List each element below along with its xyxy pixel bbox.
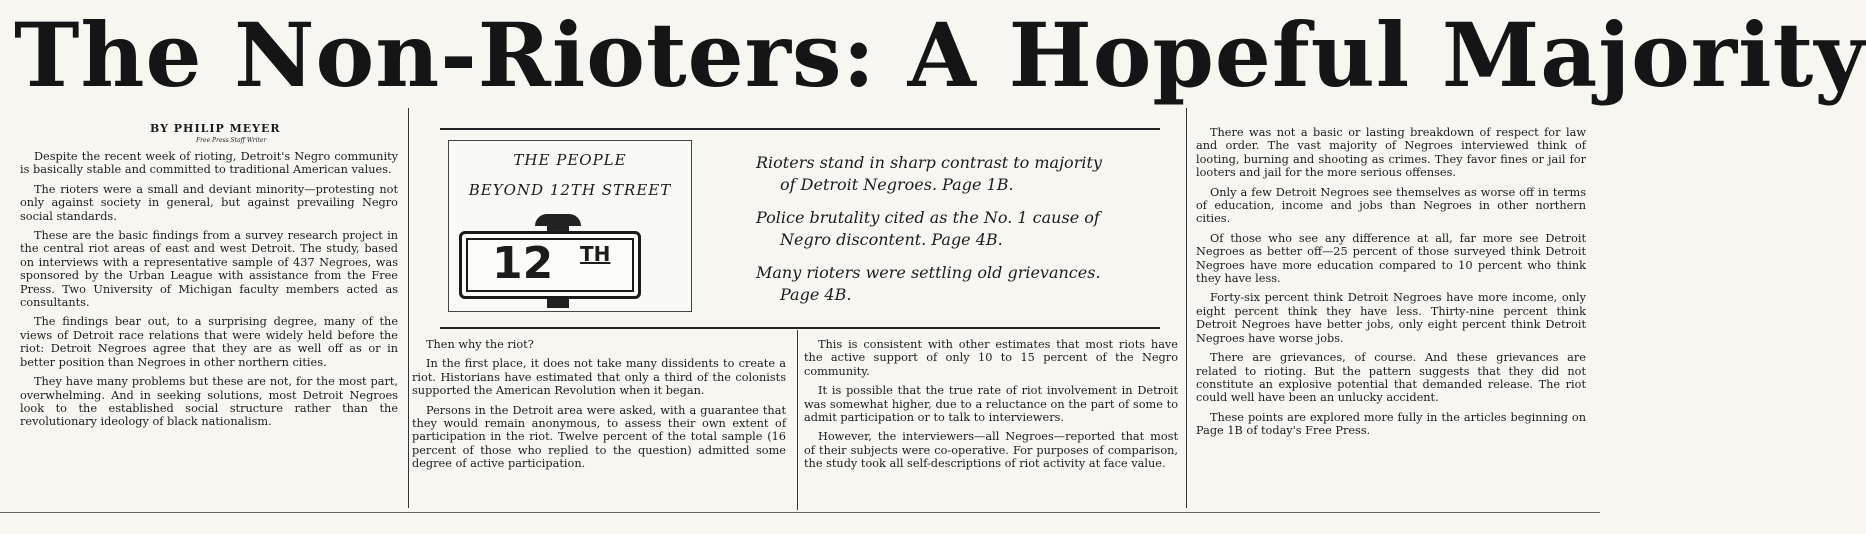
col1-paragraph: The findings bear out, to a surprising degree, many of the views of Detroit race relations that were widely held before the riot: Detroit Negroes agree that they are as well off as or in better position than Negroes in other northern cities. [20, 315, 398, 369]
col2-paragraph: Persons in the Detroit area were asked, with a guarantee that they would remain anonymous, to assess their own extent of participation in the riot. Twelve percent of the total sample (16 percent of those who replied to the question) admitted some degree of active participation. [412, 403, 786, 471]
col3-paragraph: It is possible that the true rate of riot involvement in Detroit was somewhat higher, due to a reluctance on the part of some to admit participation or to talk to interviewers. [804, 384, 1178, 425]
col4-paragraph: Of those who see any difference at all, far more see Detroit Negroes as better off—25 percent of those surveyed think Detroit Negroes have more education compared to 10 percent who think they have less. [1196, 231, 1586, 286]
column-rule-1 [408, 108, 409, 508]
col3-paragraph: This is consistent with other estimates that most riots have the active support of only 10 to 15 percent of the Negro community. [804, 338, 1178, 378]
col2-paragraph: In the first place, it does not take many dissidents to create a riot. Historians have estimated that only a third of the colonists supported the American Revolution when it began. [412, 357, 786, 398]
col1-paragraph: They have many problems but these are not, for the most part, overwhelming. And in seeking solutions, most Detroit Negroes look to the established social structure rather than the revolutionary ideology of black nationalism. [20, 375, 398, 429]
col4-paragraph: These points are explored more fully in the articles beginning on Page 1B of today's Free Press. [1196, 410, 1586, 438]
col2-paragraph: Then why the riot? [426, 338, 534, 351]
col4-paragraph: Forty-six percent think Detroit Negroes have more income, only eight percent think they have less. Thirty-nine percent think Detroit Negroes have better jobs, only eight percent think Detroit Negroes have worse jobs. [1196, 291, 1586, 345]
column-rule-3 [1186, 108, 1187, 508]
page-bottom-rule [0, 512, 1600, 513]
teaser-2-line1: Police brutality cited as the No. 1 cause of [756, 208, 1100, 227]
column-3 [804, 338, 1178, 477]
column-1 [20, 150, 398, 435]
col3-paragraph: However, the interviewers—all Negroes—reported that most of their subjects were co-operative. For purposes of comparison, the study took all self-descriptions of riot activity at face value. [804, 430, 1178, 471]
byline-credit: Free Press Staff Writer [196, 137, 267, 144]
teaser-3 [756, 262, 1101, 306]
teaser-3-line2: Page 4B. [780, 285, 852, 304]
street-sign-suffix: TH [580, 242, 611, 266]
teaser-2-line2: Negro discontent. Page 4B. [780, 230, 1003, 249]
col4-paragraph: Only a few Detroit Negroes see themselves as worse off in terms of education, income and jobs than Negroes in other northern cities. [1196, 185, 1586, 226]
column-rule-2 [797, 330, 798, 510]
street-sign-number: 12 [492, 238, 554, 289]
col1-paragraph: These are the basic findings from a survey research project in the central riot areas of east and west Detroit. The study, based on interviews with a representative sample of 437 Negroes, was sponsored by the Urban League with assistance from the Free Press. Two University of Michigan faculty members acted as consultants. [20, 229, 398, 310]
column-4 [1196, 126, 1586, 444]
headline: The Non-Rioters: A Hopeful Majority [14, 3, 1866, 107]
col1-paragraph: The rioters were a small and deviant minority—protesting not only against society in general, but against prevailing Negro social standards. [20, 182, 398, 223]
teaser-1-line1: Rioters stand in sharp contrast to majority [756, 153, 1102, 172]
teaser-1 [756, 152, 1102, 196]
teaser-2 [756, 207, 1100, 251]
col4-paragraph: There are grievances, of course. And these grievances are related to rioting. But the pattern suggests that they did not constitute an explosive potential that demanded release. The riot could well have been an unlucky accident. [1196, 351, 1586, 405]
teaser-1-line2: of Detroit Negroes. Page 1B. [780, 175, 1014, 194]
byline: BY PHILIP MEYER [150, 122, 281, 135]
col4-paragraph: There was not a basic or lasting breakdown of respect for law and order. The vast majority of Negroes interviewed think of looting, burning and shooting as crimes. They favor fines or jail for looters and jail for the more serious offenses. [1196, 126, 1586, 180]
box-title-line1: THE PEOPLE [513, 151, 627, 169]
teaser-3-line1: Many rioters were settling old grievances. [756, 263, 1101, 282]
street-sign [459, 231, 641, 299]
box-title-line2: BEYOND 12TH STREET [468, 181, 672, 199]
column-2 [412, 338, 786, 477]
feature-top-rule [440, 128, 1160, 130]
feature-bottom-rule [440, 327, 1160, 329]
col1-paragraph: Despite the recent week of rioting, Detroit's Negro community is basically stable and committed to traditional American values. [20, 150, 398, 177]
